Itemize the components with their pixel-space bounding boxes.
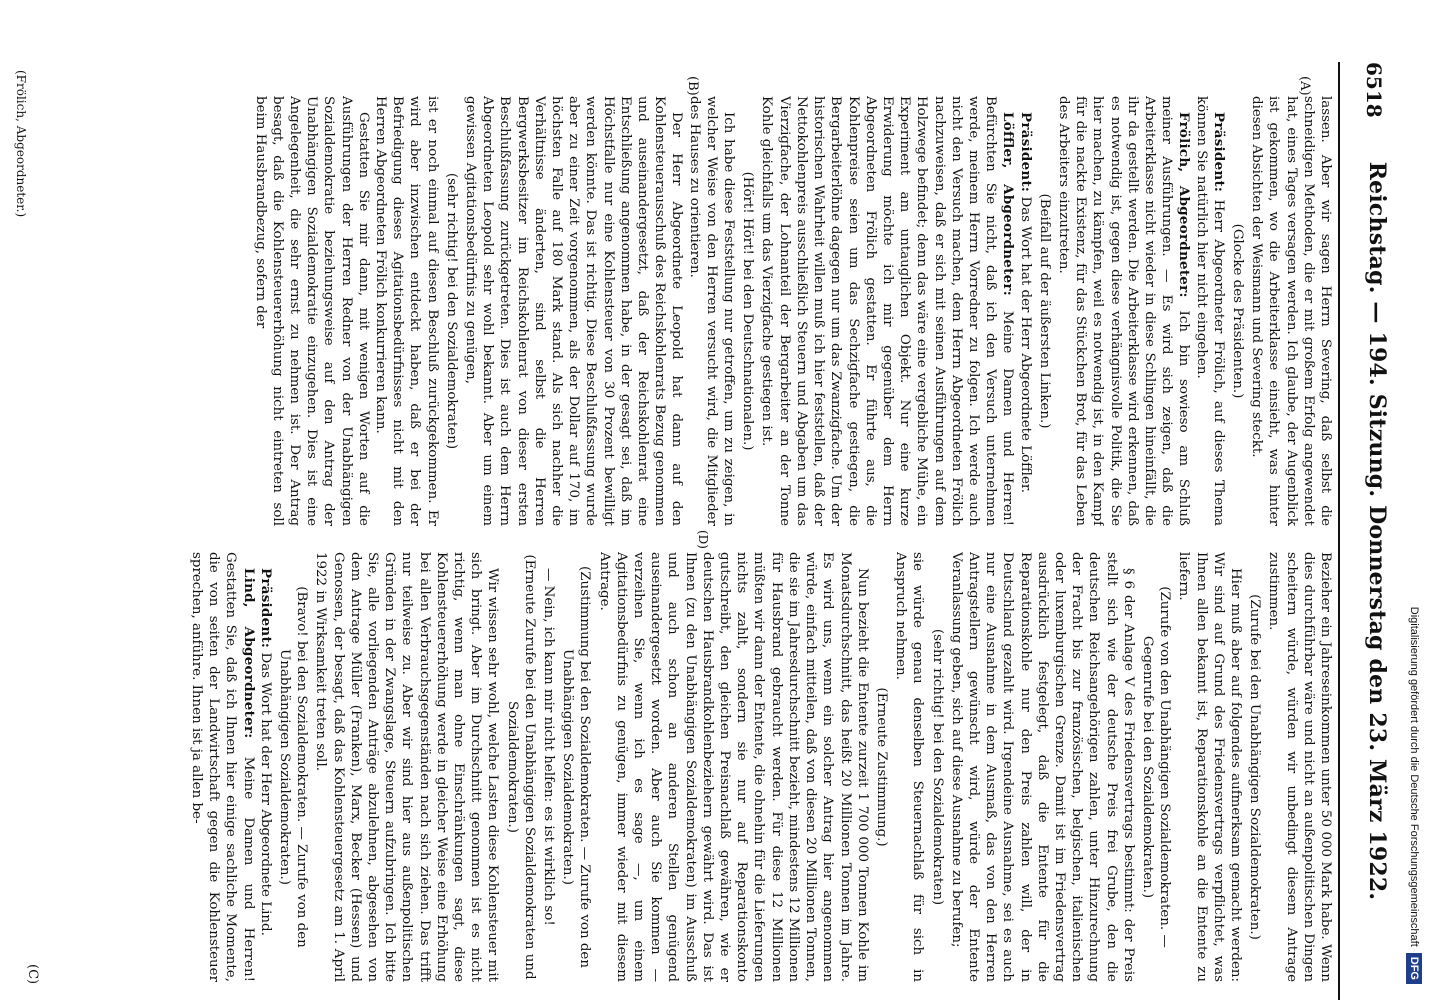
reaction: (Zustimmung bei den Sozialdemokraten. — Zurufe von den Unabhängigen Sozialdemokraten.) xyxy=(560,566,593,968)
speech-paragraph xyxy=(1016,96,1033,526)
reaction: (Glocke des Präsidenten.) xyxy=(1229,223,1245,399)
reaction: (sehr richtig! bei den Sozialdemokraten) xyxy=(929,628,945,906)
margin-mark-b: (B) xyxy=(685,76,700,96)
paragraph: ist er noch einmal auf diesen Beschluß zurückgekommen. Er wird aber inzwischen entdeckt haben, daß er bei der Befriedigung dieses Agitationsbedürfnisses nicht mit den Herren Abgeordneten Frölich konkurrieren kann. xyxy=(373,96,440,526)
paragraph: Nun bezieht die Entente zurzeit 1 700 000 Tonnen Kohle im Monatsdurchschnitt, das heißt 20 Millionen Tonnen im Jahre. Es wird uns, wenn ein solcher Antrag hier angenommen würde, einfach mitteilen, daß von diesen 20 Millionen Tonnen, die sie im Jahresdurchschnitt bezieht, mindestens 12 Millionen für Hausbrand gebraucht werden. Für diese 12 Millionen müßten wir dann der Entente, die ohnehin für die Lieferungen nichts zahlt, sondern sie nur auf Reparationskonto gutschreibt, den gleichen Preisnachlaß gewähren, wie er deutschen Hausbrandkohlenbeziehern gewährt wird. Das ist Ihnen (zu den Unabhängigen Sozialdemokraten) im Ausschuß und auch schon an anderen Stellen genügend auseinandergesetzt worden. Aber auch Sie kommen — verzeihen Sie, wenn ich es sage —, um einem Agitationsbedürfnis zu genügen, immer wieder mit diesem Antrage. xyxy=(596,552,870,982)
reaction: (Zurufe von den Unabhängigen Sozialdemokraten. — Gegenrufe bei den Sozialdemokraten.) xyxy=(1139,586,1173,948)
reaction: (Erneute Zustimmung.) xyxy=(873,687,889,847)
speech-paragraph xyxy=(1192,96,1226,526)
margin-mark-a: (A) xyxy=(1297,76,1312,96)
paragraph: lassen. Aber wir sagen Herrn Severing, daß selbst die schneidigen Methoden, die er mit großem Erfolg angewendet hat, eines Tages versagen werden. Ich glaube, der Augenblick ist gekommen, wo die Arbeiterklasse einsieht, was hinter diesen Absichten der Weismann und Severing steckt. xyxy=(1249,96,1333,526)
left-column xyxy=(74,96,1334,526)
margin-mark-d: (D) xyxy=(696,530,710,549)
speech-paragraph xyxy=(1055,96,1193,526)
paragraph: Hier muß aber auf folgendes aufmerksam gemacht werden: Wir sind auf Grund des Friedensvertrags verpflichtet, was Ihnen allen bekannt ist, Reparationskohle an die Entente zu liefern. xyxy=(1176,552,1243,982)
paragraph: Bezieher ein Jahreseinkommen unter 50 000 Mark habe. Wenn dies durchführbar wäre und nicht an außenpolitischen Dingen scheitern würde, würden wir unbedingt diesem Antrage zustimmen. xyxy=(1266,552,1333,982)
paragraph: § 6 der Anlage V des Friedensvertrags bestimmt: der Preis stellt sich wie der deutsche Preis frei Grube, den die deutschen Reichsangehörigen zahlen, unter Hinzurechnung der Fracht bis zur französischen, belgischen, italienischen oder luxemburgischen Grenze. Damit ist im Friedensvertrag ausdrücklich festgelegt, daß die Entente für die Reparationskohle nur den Preis zahlen will, der in Deutschland gezahlt wird. Irgendeine Ausnahme, sei es auch nur eine Ausnahme in dem Ausmaß, das von den Herren Antragstellern gewünscht wird, würde der Entente Veranlassung geben, sich auf diese Ausnahme zu berufen; xyxy=(948,552,1136,982)
dfg-logo-icon: DFG xyxy=(1406,953,1422,984)
reaction: (Erneute Zurufe bei den Unabhängigen Sozialdemokraten und Sozialdemokraten.) xyxy=(504,554,537,980)
reaction: (Hört! Hört! bei den Deutschnationalen.) xyxy=(740,171,756,451)
speaker-name: Präsident: xyxy=(1017,112,1034,193)
speaker-name: Frölich, Abgeordneter: xyxy=(1176,112,1193,298)
reaction: (sehr richtig! bei den Sozialdemokraten) xyxy=(443,172,459,450)
speech-text: Das Wort hat der Herr Abgeordnete Lind. xyxy=(257,652,273,936)
paragraph: — Nein, ich kann mir nicht helfen: es ist wirklich so! xyxy=(541,568,557,926)
speech-paragraph xyxy=(188,552,257,982)
margin-mark-c: (C) xyxy=(25,964,40,985)
reaction: (Beifall auf der äußersten Linken.) xyxy=(1036,193,1052,429)
speaker-name: Löffler, Abgeordneter: xyxy=(1000,112,1017,297)
paragraph: Wir wissen sehr wohl, welche Lasten diese Kohlensteuer mit sich bringt. Aber im Durchschnitt genommen ist es nicht richtig, wenn man ohne Einschränkungen sagt, diese Kohlensteuererhöhung werde in gleicher Weise eine Erhöhung bei allen Verbrauchsgegenständen nach sich ziehen. Das trifft nur teilweise zu. Aber wir sind hier aus außenpolitischen Gründen in der Zwangslage, Steuern aufzubringen. Ich bitte Sie, alle vorliegenden Anträge abzulehnen, abgesehen von dem Antrage Müller (Franken), Marx, Becker (Hessen) und Genossen, der besagt, daß das Kohlensteuergesetz am 1. April 1922 in Wirksamkeit treten soll. xyxy=(313,552,501,982)
speaker-footnote: (Frölich, Abgeordneter.) xyxy=(14,70,28,218)
speech-text: Ich bin sowieso am Schluß meiner Ausführungen. — Es wird sich zeigen, daß die Arbeiterklasse nicht wieder in diese Schlingen hineinfällt, die ihr da gestellt werden. Die Arbeiterklasse wird erkennen, daß es notwendig ist, gegen diese verhängnisvolle Politik, die Sie hier machen, zu kämpfen, weil es notwendig ist, in den Kampf für die nackte Existenz, für das Stückchen Brot, für das Leben des Arbeiters einzutreten. xyxy=(1055,96,1192,526)
speech-paragraph xyxy=(758,96,1016,526)
speaker-name: Präsident: xyxy=(1210,112,1227,193)
speech-paragraph xyxy=(257,552,274,982)
running-title: Reichstag. — 194. Sitzung. Donnerstag den 23. März 1922. xyxy=(1364,161,1390,901)
speaker-name: Lind, Abgeordneter: xyxy=(240,568,257,739)
page-number: 6518 xyxy=(1362,62,1386,118)
funding-text: Digitalisierung gefördert durch die Deutsche Forschungsgemeinschaft xyxy=(1408,606,1420,947)
reaction: (Bravo! bei den Sozialdemokraten. — Zurufe von den Unabhängigen Sozialdemokraten.) xyxy=(277,586,310,948)
paragraph: Gestatten Sie mir dann, mit wenigen Worten auf die Ausführungen der Herren Redner von der Unabhängigen Sozialdemokratie beziehungsweise auf den Antrag der Unabhängigen Sozialdemokratie einzugehen. Dies ist eine Angelegenheit, die sehr ernst zu nehmen ist. Der Antrag besagt, daß die Kohlensteuererhöhung nicht eintreten soll beim Hausbrandbezug, sofern der xyxy=(252,96,371,526)
funding-note xyxy=(1396,10,1432,990)
paragraph: Ich habe diese Feststellung nur getroffen, um zu zeigen, in welcher Weise von den Herren versucht wird, die Mitglieder des Hauses zu orientieren. xyxy=(686,96,737,526)
paragraph: Der Herr Abgeordnete Leopold hat dann auf den Kohlensteuerausschuß des Reichskohlenrats Bezug genommen und auseinandergesetzt, daß der Reichskohlenrat eine Entschließung angenommen habe, in der gesagt sei, daß im Höchstfalle nur eine Kohlensteuer von 30 Prozent bewilligt werden könnte. Das ist richtig. Diese Beschlußfassung wurde aber zu einer Zeit vorgenommen, als der Dollar auf 170, im höchsten Falle auf 180 Mark stand. Als sich nachher die Verhältnisse änderten, sind selbst die Herren Bergwerksbesitzer im Reichskohlenrat von dieser ersten Beschlußfassung zurückgetreten. Dies ist auch dem Herrn Abgeordneten Leopold sehr wohl bekannt. Aber um einem gewissen Agitationsbedürfnis zu genügen, xyxy=(463,96,685,526)
paragraph: sie würde genau denselben Steuernachlaß für sich in Anspruch nehmen. xyxy=(893,552,926,982)
speaker-name: Präsident: xyxy=(257,568,274,649)
right-column xyxy=(74,552,1334,982)
reaction: (Zurufe bei den Unabhängigen Sozialdemokraten.) xyxy=(1247,594,1263,940)
speech-text: Herr Abgeordneter Frölich, auf dieses Thema können Sie natürlich hier nicht eingehen. xyxy=(1193,96,1226,526)
speech-text: Meine Damen und Herren! Befürchten Sie nicht, daß ich den Versuch unternehmen werde, meinem Herrn Vorredner zu folgen. Ich werde auch nicht den Versuch machen, dem Herrn Abgeordneten Frölich nachzuweisen, daß er sich mit seinen Ausführungen auf dem Holzwege befindet; denn das wäre eine vergebliche Mühe, ein Experiment am untauglichen Objekt. Nur eine kurze Erwiderung möchte ich mir gegenüber dem Herrn Abgeordneten Frölich gestatten. Er führte aus, die Kohlenpreise seien um das Sechzigfache gestiegen, die Bergarbeiterlöhne dagegen nur um das Zwanzigfache. Um der historischen Wahrheit willen muß ich hier feststellen, daß der Nettokohlenpreis ausschließlich Steuern und Abgaben um das Vierzigfache, der Lohnanteil der Bergarbeiter an der Tonne Kohle gleichfalls um das Vierzigfache gestiegen ist. xyxy=(759,96,1016,526)
page-header xyxy=(1338,62,1396,1000)
speech-text: Meine Damen und Herren! Gestatten Sie, daß ich Ihnen hier einige sachliche Momente, die von seiten der Landwirtschaft gegen die Kohlensteuer sprechen, anführe. Ihnen ist ja allen be- xyxy=(189,552,256,982)
speech-text: Das Wort hat der Herr Abgeordnete Löffler. xyxy=(1017,196,1033,494)
